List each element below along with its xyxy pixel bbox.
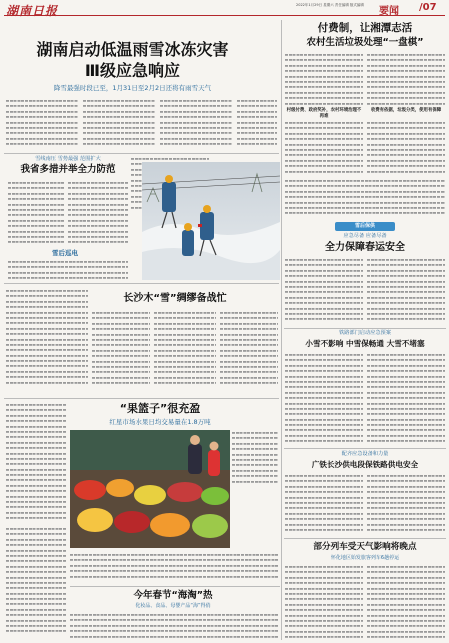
- section-divider: [4, 283, 279, 284]
- lower-left-body-b: [6, 526, 66, 638]
- fee-headline-2: 农村生活垃圾处理“一盘棋”: [306, 37, 424, 48]
- lead-body-col4: [237, 98, 277, 150]
- lead-subhead: 降雪最强时段已至，1月31日至2月2日还将有雨雪天气: [53, 84, 212, 92]
- grid-headline: 广铁长沙供电段保铁路供电安全: [311, 460, 419, 469]
- fee-section-sub-2: 收费有依据，垃圾分类，使用有保障: [370, 108, 442, 113]
- fee-body-col1: [285, 52, 363, 106]
- railway-body-col1: [285, 352, 363, 444]
- section-divider: [284, 328, 446, 329]
- page-number: /07: [419, 2, 437, 13]
- trains-body-col2: [367, 564, 445, 640]
- railway-body-col2: [367, 352, 445, 444]
- changsha-body-col2: [92, 310, 150, 390]
- snow-kicker: 雪线南压 雪势最强 范围扩大: [35, 156, 101, 162]
- basket-caption: [232, 430, 278, 490]
- power-kicker: 应急尽备 应备尽备: [343, 233, 387, 239]
- power-body-col2: [367, 257, 445, 322]
- basket-headline: “果篮子”很充盈: [119, 402, 201, 415]
- section-divider: [284, 448, 446, 449]
- changsha-body-col4: [220, 310, 278, 390]
- snow-tag: 雪后巡电: [52, 249, 78, 257]
- masthead: [4, 2, 445, 16]
- trains-subhead: 怀化地区始发旅客列车6趟停运: [330, 555, 400, 561]
- lower-left-body-a: [6, 402, 66, 522]
- basket-body: [70, 552, 278, 582]
- power-headline: 全力保障春运安全: [325, 242, 405, 253]
- newspaper-logo: 湖南日报: [6, 4, 59, 18]
- fee-body-col3: [285, 120, 363, 175]
- trains-headline: 部分列车受天气影响将晚点: [313, 542, 417, 552]
- lead-body-col2: [83, 98, 155, 150]
- section-divider: [284, 538, 446, 539]
- lead-headline: 湖南启动低温雨雪冰冻灾害: [36, 40, 229, 59]
- lead-body-col1: [6, 98, 78, 150]
- changsha-body-col3: [154, 310, 216, 390]
- spring-headline: 今年春节“海淘”热: [133, 590, 213, 601]
- changsha-body-col1: [6, 288, 88, 388]
- fee-body-col2: [367, 52, 445, 106]
- changsha-headline: 长沙木“雪”绸缪备战忙: [123, 293, 227, 304]
- railway-kicker: 铁路部门启动应急预案: [339, 330, 391, 336]
- section-divider: [4, 398, 279, 399]
- lead-headline-response: Ⅲ级应急响应: [84, 61, 181, 80]
- photo-caption: [131, 212, 139, 272]
- issue-date: 2022年1月29日 星期六 责任编辑 版式编辑: [296, 3, 364, 7]
- snow-body-col1: [8, 180, 64, 245]
- snow-headline: 我省多措并举全力防范: [20, 164, 116, 175]
- grid-kicker: 配齐应急设备和力量: [341, 451, 389, 457]
- column-divider: [281, 20, 282, 640]
- spring-body: [70, 612, 278, 640]
- trains-body-col1: [285, 564, 363, 640]
- power-body-col1: [285, 257, 363, 322]
- railway-headline: 小雪不影响 中雪保畅通 大雪不堵塞: [305, 339, 425, 348]
- fee-section-sub: 村级付费、政府奖补，农村环境治理不再难: [286, 108, 362, 119]
- grid-body-col1: [285, 473, 363, 533]
- fruit-market-photo: [70, 430, 230, 548]
- spring-subhead: 化妆品、食品、母婴产品“海”得俏: [135, 603, 211, 609]
- fee-headline: 付费制，让湘潭志活: [317, 22, 413, 34]
- power-banner: 雪后保供: [335, 222, 395, 231]
- grid-body-col2: [367, 473, 445, 533]
- section-title: 要闻: [379, 6, 399, 17]
- snow-tag-body: [8, 259, 128, 281]
- basket-subhead: 红星市场水果日均交易量在1.8万吨: [109, 418, 211, 426]
- snow-body-col2: [68, 180, 128, 245]
- power-workers-snow-photo: [142, 162, 280, 280]
- fee-body-col4: [367, 120, 445, 175]
- fee-body-col5: [285, 178, 445, 220]
- lead-body-col3: [160, 98, 232, 150]
- section-divider: [4, 153, 279, 154]
- section-divider: [70, 586, 280, 587]
